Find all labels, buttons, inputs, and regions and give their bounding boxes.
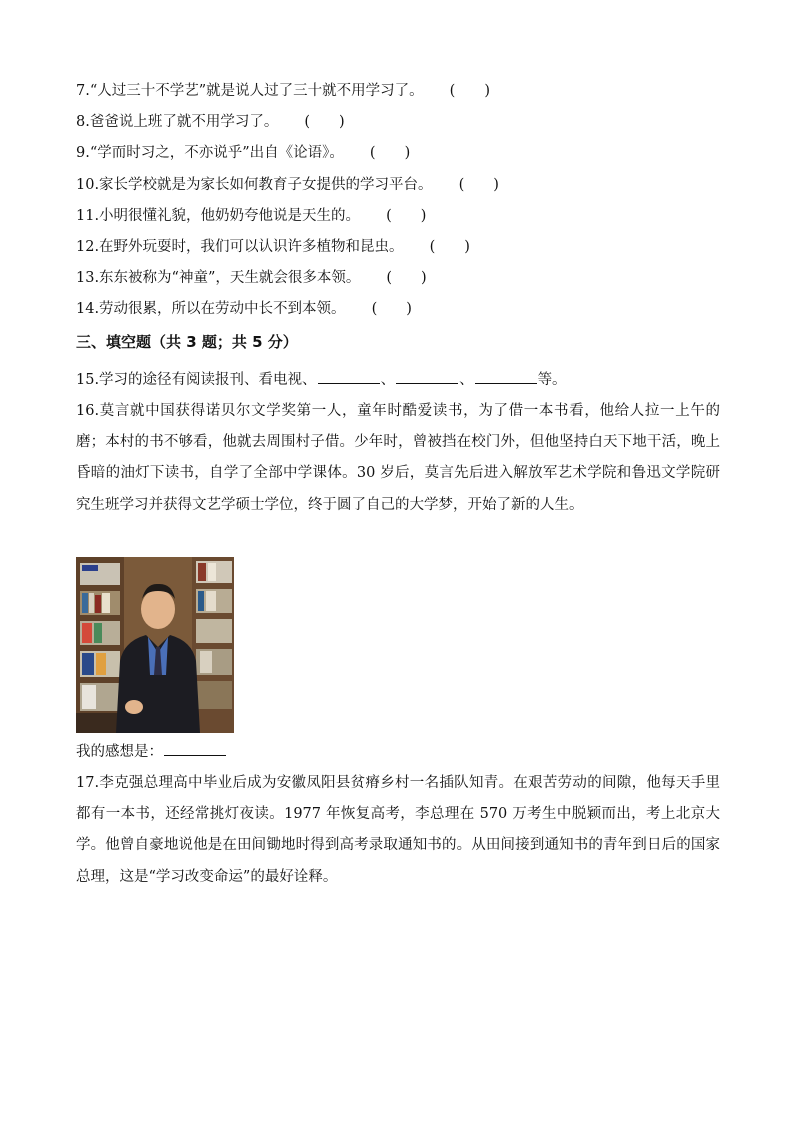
question-8 xyxy=(76,110,736,141)
fill-blank-3[interactable] xyxy=(475,369,537,384)
feeling-line xyxy=(76,740,227,764)
question-14 xyxy=(76,297,736,328)
question-17: 17.李克强总理高中毕业后成为安徽凤阳县贫瘠乡村一名插队知青。在艰苦劳动的间隙，他每天手里都有一本书，还经常挑灯夜读。1977 年恢复高考，李总理在 570 万考生中脱颖而出，考上北京大学。他曾自豪地说他是在田间锄地时得到高考录取通知书的。从田间接到通知书的青年到日后的国家总理，这是“学习改变命运”的最好诠释。 xyxy=(76,775,720,885)
question-16: 16.莫言就中国获得诺贝尔文学奖第一人，童年时酷爱读书，为了借一本书看，他给人拉一上午的磨；本村的书不够看，他就去周围村子借。少年时，曾被挡在校门外，但他坚持白天下地干活，晚上昏暗的油灯下读书，自学了全部中学课体。30 岁后，莫言先后进入解放军艺术学院和鲁迅文学院研究生班学习并获得文艺学硕士学位，终于圆了自己的大学梦，开始了新的人生。 xyxy=(76,403,720,513)
fill-blank-1[interactable] xyxy=(318,369,380,384)
question-text: 13.东东被称为“神童”，天生就会很多本领。 xyxy=(76,270,361,287)
question-10 xyxy=(76,173,736,204)
question-7 xyxy=(76,79,736,110)
question-text: 14.劳动很累，所以在劳动中长不到本领。 xyxy=(76,301,346,318)
answer-bracket[interactable]: ( ) xyxy=(371,301,412,318)
fill-blank-2[interactable] xyxy=(396,369,458,384)
question-11 xyxy=(76,204,736,235)
true-false-list xyxy=(76,79,736,329)
question-text: 7.“人过三十不学艺”就是说人过了三十就不用学习了。 xyxy=(76,83,424,99)
answer-bracket[interactable]: ( ) xyxy=(386,270,427,287)
question-9 xyxy=(76,141,736,172)
question-13 xyxy=(76,266,736,297)
answer-bracket[interactable]: ( ) xyxy=(449,83,490,99)
answer-bracket[interactable]: ( ) xyxy=(458,176,499,193)
answer-bracket[interactable]: ( ) xyxy=(369,145,411,162)
question-text: 10.家长学校就是为家长如何教育子女提供的学习平台。 xyxy=(76,176,433,193)
question-text: 11.小明很懂礼貌，他奶奶夸他说是天生的。 xyxy=(76,207,361,224)
q15-separator-1: 、 xyxy=(380,372,396,388)
portrait-photo xyxy=(76,557,234,733)
question-15 xyxy=(76,368,567,392)
question-text: 9.“学而时习之，不亦说乎”出自《论语》。 xyxy=(76,145,344,162)
answer-bracket[interactable]: ( ) xyxy=(304,114,345,131)
q15-prefix: 15.学习的途径有阅读报刊、看电视、 xyxy=(76,372,317,388)
answer-bracket[interactable]: ( ) xyxy=(429,238,470,255)
question-12 xyxy=(76,235,736,266)
question-text: 8.爸爸说上班了就不用学习了。 xyxy=(76,114,279,131)
answer-bracket[interactable]: ( ) xyxy=(386,207,427,224)
section-heading: 三、填空题（共 3 题；共 5 分） xyxy=(76,333,298,351)
q15-separator-2: 、 xyxy=(459,372,474,388)
question-text: 12.在野外玩耍时，我们可以认识许多植物和昆虫。 xyxy=(76,238,404,255)
feeling-label: 我的感想是： xyxy=(76,744,163,760)
feeling-blank[interactable] xyxy=(164,741,226,756)
q15-suffix: 等。 xyxy=(537,372,567,388)
